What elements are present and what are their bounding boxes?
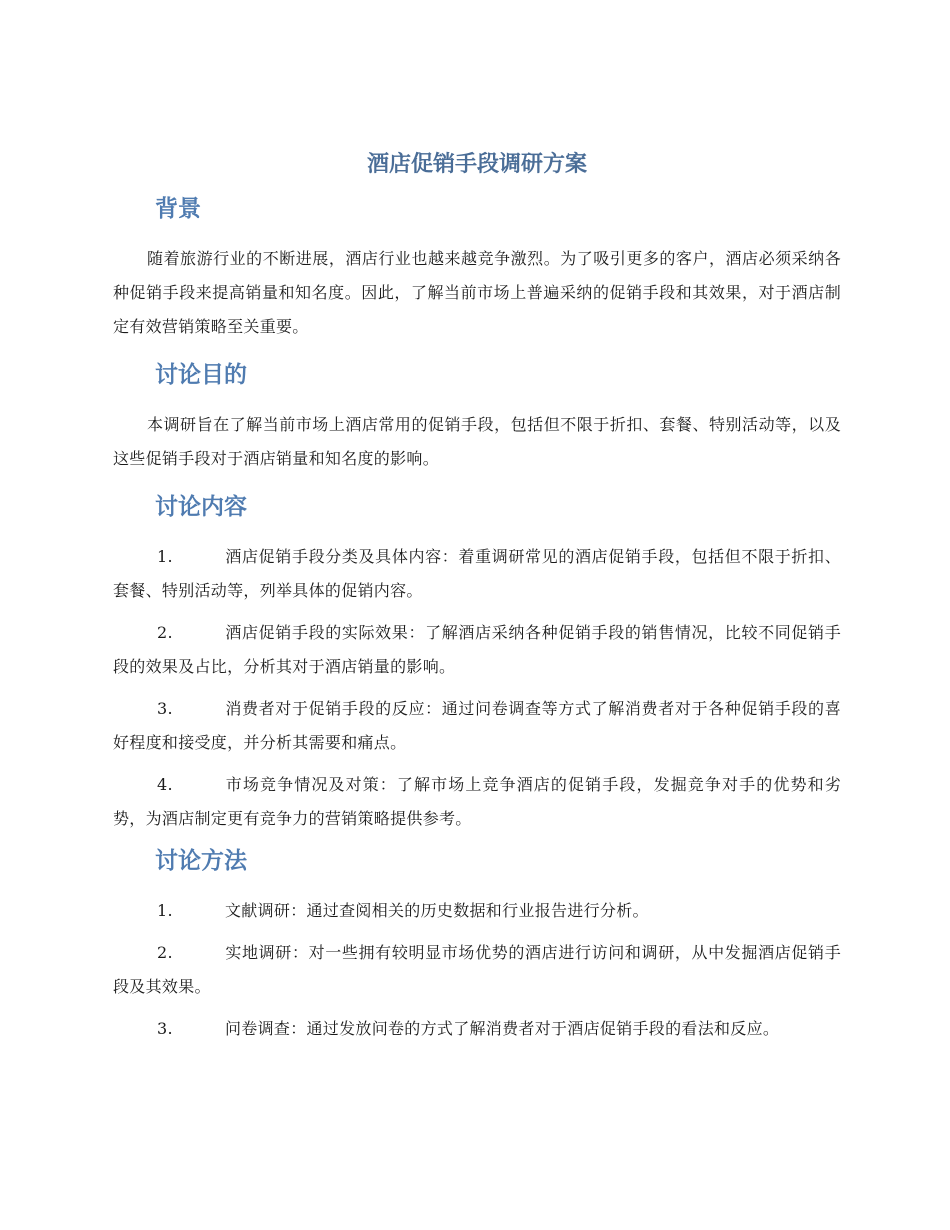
list-number: 1. (157, 901, 173, 920)
list-text: 酒店促销手段的实际效果：了解酒店采纳各种促销手段的销售情况，比较不同促销手段的效果及占比，分析其对于酒店销量的影响。 (113, 623, 841, 676)
section-heading: 讨论内容 (155, 494, 247, 520)
section-heading: 讨论目的 (155, 362, 247, 388)
section-content (113, 490, 841, 836)
section-background (113, 192, 841, 344)
list-text: 市场竞争情况及对策：了解市场上竞争酒店的促销手段，发掘竞争对手的优势和劣势，为酒店制定更有竞争力的营销策略提供参考。 (113, 775, 841, 828)
list-number: 1. (157, 547, 173, 566)
list-item (113, 768, 841, 836)
paragraph: 随着旅游行业的不断进展，酒店行业也越来越竞争激烈。为了吸引更多的客户，酒店必须采纳各种促销手段来提高销量和知名度。因此，了解当前市场上普遍采纳的促销手段和其效果，对于酒店制定有效营销策略至关重要。 (113, 249, 841, 336)
section-method (113, 844, 841, 1046)
document-title: 酒店促销手段调研方案 (366, 152, 587, 177)
list-number: 3. (157, 699, 173, 718)
list-number: 3. (157, 1019, 173, 1038)
list-item (113, 894, 841, 928)
list-number: 4. (157, 775, 173, 794)
list-text: 问卷调查：通过发放问卷的方式了解消费者对于酒店促销手段的看法和反应。 (225, 1019, 780, 1038)
list-text: 文献调研：通过查阅相关的历史数据和行业报告进行分析。 (225, 901, 649, 920)
document-page (113, 140, 841, 1054)
list-item (113, 616, 841, 684)
list-text: 酒店促销手段分类及具体内容：着重调研常见的酒店促销手段，包括但不限于折扣、套餐、特别活动等，列举具体的促销内容。 (113, 547, 841, 600)
list-item (113, 540, 841, 608)
section-heading: 背景 (155, 196, 201, 222)
section-heading: 讨论方法 (155, 848, 247, 874)
list-item (113, 1012, 841, 1046)
list-item (113, 692, 841, 760)
list-number: 2. (157, 943, 173, 962)
paragraph: 本调研旨在了解当前市场上酒店常用的促销手段，包括但不限于折扣、套餐、特别活动等，以及这些促销手段对于酒店销量和知名度的影响。 (113, 415, 841, 468)
list-number: 2. (157, 623, 173, 642)
list-item (113, 936, 841, 1004)
section-purpose (113, 358, 841, 476)
list-text: 消费者对于促销手段的反应：通过问卷调查等方式了解消费者对于各种促销手段的喜好程度和接受度，并分析其需要和痛点。 (113, 699, 841, 752)
list-text: 实地调研：对一些拥有较明显市场优势的酒店进行访问和调研，从中发掘酒店促销手段及其效果。 (113, 943, 841, 996)
